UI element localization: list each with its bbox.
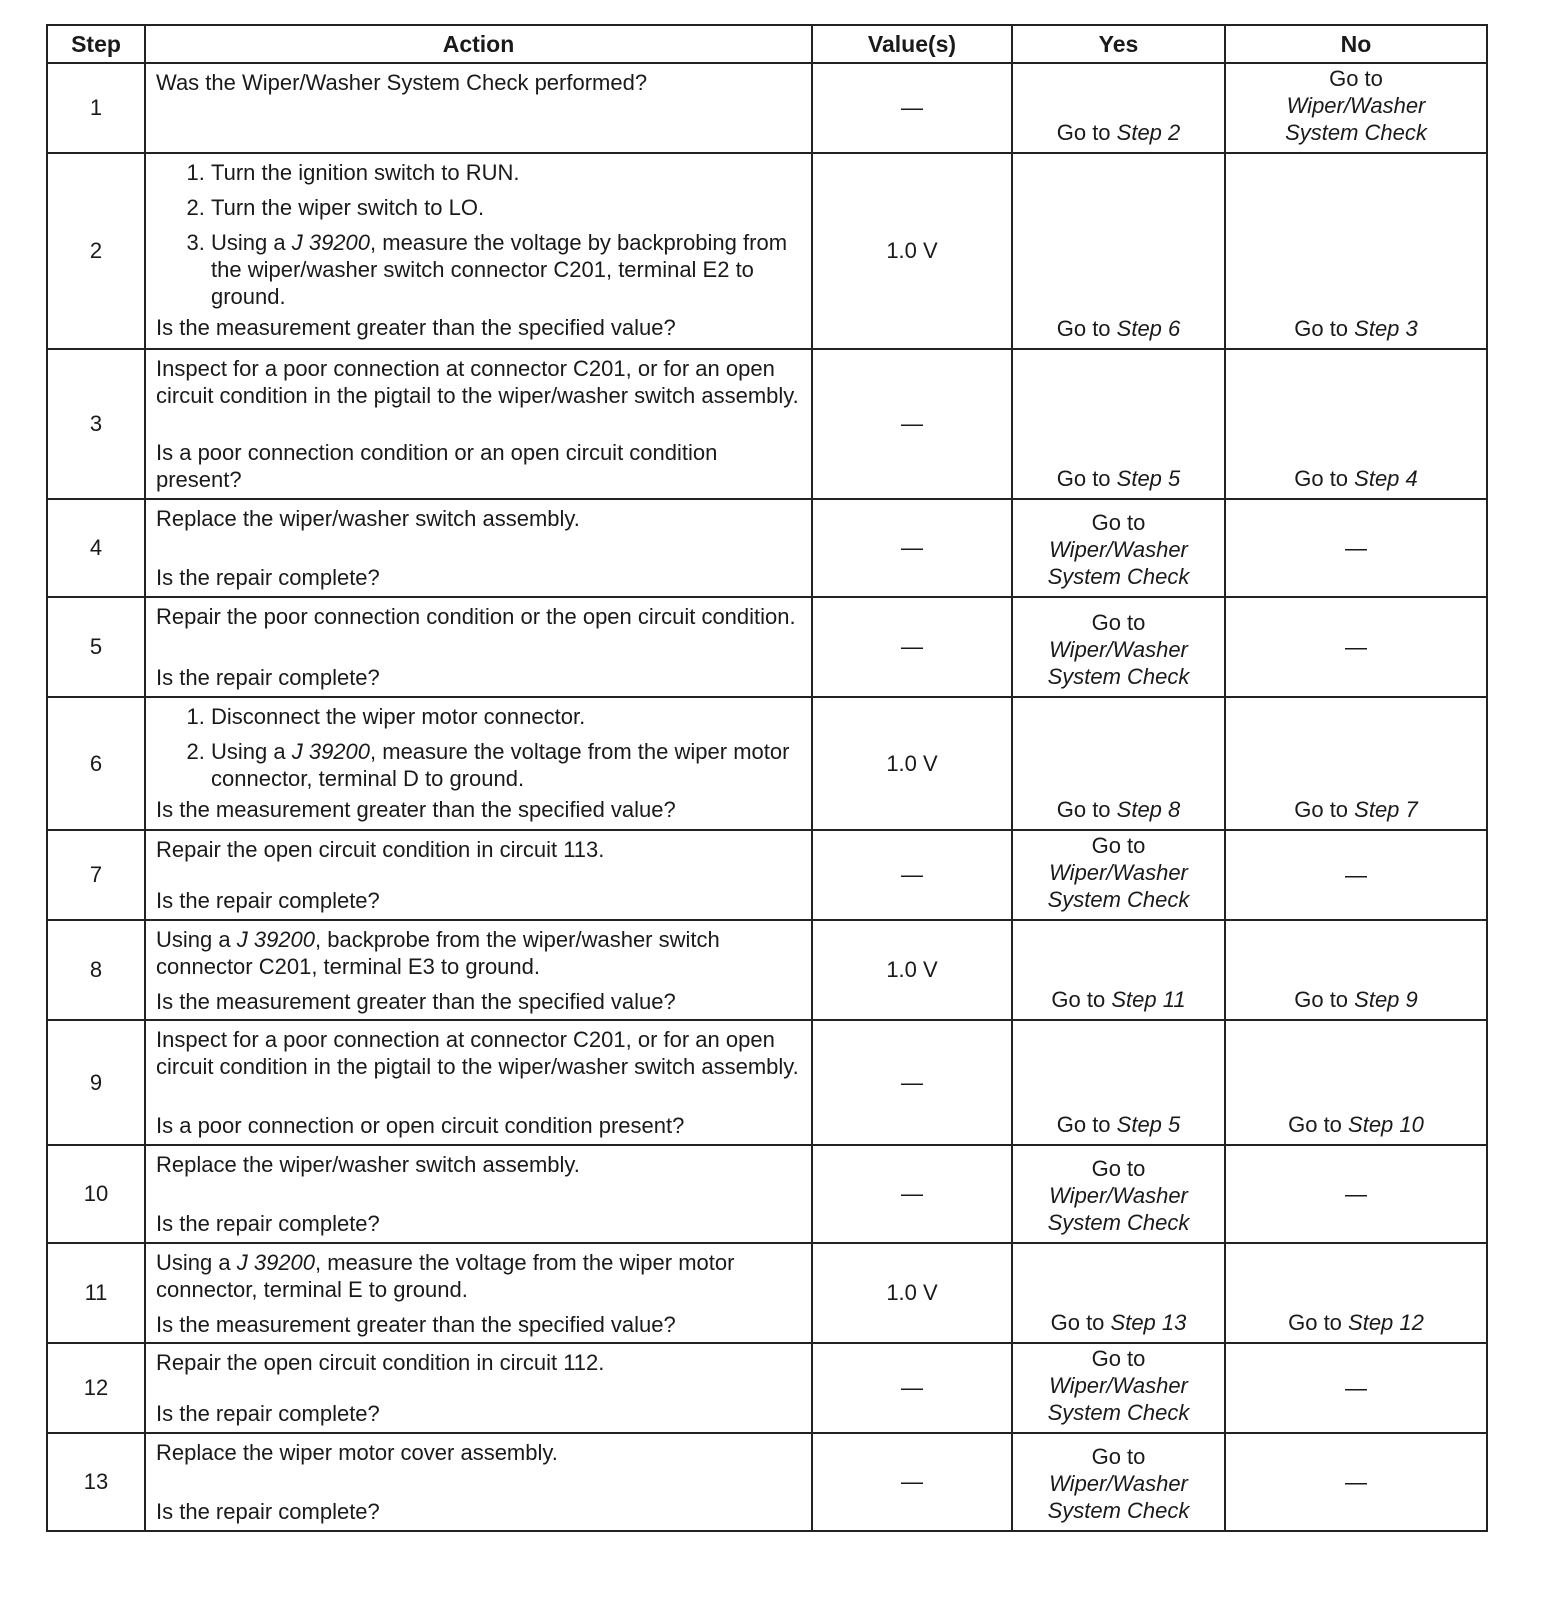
header-step: Step xyxy=(47,25,145,63)
goto-label: Go to xyxy=(1056,1112,1117,1137)
action-instruction: Replace the wiper/washer switch assembly. xyxy=(156,506,580,531)
result-content xyxy=(1013,986,1224,1013)
goto-target[interactable]: Step 6 xyxy=(1116,316,1181,341)
action-text: Using a xyxy=(156,1250,237,1275)
result-content xyxy=(1013,1443,1224,1524)
tool-name: J 39200 xyxy=(291,230,371,255)
result-content xyxy=(1013,1111,1224,1138)
result-content xyxy=(1226,634,1486,661)
result-content xyxy=(1013,609,1224,690)
no-result xyxy=(1225,830,1487,920)
empty-dash: — xyxy=(1345,535,1367,561)
action-question: Is the measurement greater than the specified value? xyxy=(156,797,676,822)
table-row xyxy=(47,499,1487,597)
goto-label: Go to xyxy=(1294,316,1355,341)
table-row xyxy=(47,1243,1487,1343)
action-steps xyxy=(156,703,801,792)
action-cell xyxy=(145,697,812,830)
action-question: Is the measurement greater than the specified value? xyxy=(156,1312,676,1337)
yes-result xyxy=(1012,597,1225,697)
table-row xyxy=(47,63,1487,153)
spec-value: — xyxy=(812,63,1012,153)
goto-label: Go to xyxy=(1294,466,1355,491)
spec-value: — xyxy=(812,1020,1012,1145)
goto-target[interactable]: Step 9 xyxy=(1354,987,1418,1012)
action-question: Is a poor connection or open circuit condition present? xyxy=(156,1113,685,1138)
step-number: 1 xyxy=(47,63,145,153)
no-result xyxy=(1225,1343,1487,1433)
action-instruction: Replace the wiper motor cover assembly. xyxy=(156,1440,558,1465)
action-text: , measure the voltage by backprobing from the wiper/washer switch connector C201, terminal E2 to ground. xyxy=(211,230,788,309)
step-number: 10 xyxy=(47,1145,145,1243)
result-content xyxy=(1226,862,1486,889)
action-step xyxy=(211,229,801,310)
no-result xyxy=(1225,920,1487,1020)
action-cell xyxy=(145,499,812,597)
action-cell xyxy=(145,1020,812,1145)
spec-value: — xyxy=(812,1343,1012,1433)
yes-result xyxy=(1012,1343,1225,1433)
result-content xyxy=(1226,986,1486,1013)
spec-value: 1.0 V xyxy=(812,920,1012,1020)
yes-result xyxy=(1012,499,1225,597)
spec-value: 1.0 V xyxy=(812,697,1012,830)
yes-result xyxy=(1012,1020,1225,1145)
action-instruction: Repair the poor connection condition or the open circuit condition. xyxy=(156,604,796,629)
table-row xyxy=(47,153,1487,349)
action-step xyxy=(211,703,801,730)
table-row xyxy=(47,1343,1487,1433)
result-content xyxy=(1226,535,1486,562)
goto-target[interactable]: Step 11 xyxy=(1111,987,1186,1012)
result-content xyxy=(1226,465,1486,492)
action-instruction: Inspect for a poor connection at connector C201, or for an open circuit condition in the pigtail to the wiper/washer switch assembly. xyxy=(156,1027,799,1079)
step-number: 12 xyxy=(47,1343,145,1433)
goto-target[interactable]: Step 5 xyxy=(1116,466,1181,491)
goto-target[interactable]: Step 2 xyxy=(1116,120,1181,145)
result-content xyxy=(1013,509,1224,590)
goto-target[interactable]: Wiper/Washer System Check xyxy=(1047,537,1190,589)
action-question: Is the measurement greater than the specified value? xyxy=(156,315,676,340)
action-question: Is a poor connection condition or an open circuit condition present? xyxy=(156,440,718,492)
yes-result xyxy=(1012,153,1225,349)
action-cell xyxy=(145,349,812,499)
action-cell xyxy=(145,830,812,920)
step-number: 13 xyxy=(47,1433,145,1531)
action-instruction xyxy=(156,1249,801,1303)
goto-label: Go to xyxy=(1294,797,1355,822)
step-number: 9 xyxy=(47,1020,145,1145)
result-content xyxy=(1226,1469,1486,1496)
spec-value: 1.0 V xyxy=(812,153,1012,349)
goto-target[interactable]: Step 8 xyxy=(1116,797,1181,822)
no-result xyxy=(1225,153,1487,349)
goto-label: Go to xyxy=(1329,66,1383,91)
action-text: Disconnect the wiper motor connector. xyxy=(211,704,586,729)
action-cell xyxy=(145,1433,812,1531)
header-values: Value(s) xyxy=(812,25,1012,63)
action-cell xyxy=(145,597,812,697)
table-row xyxy=(47,349,1487,499)
goto-target[interactable]: Step 10 xyxy=(1348,1112,1424,1137)
table-row xyxy=(47,1433,1487,1531)
empty-dash: — xyxy=(1345,862,1367,888)
goto-label: Go to xyxy=(1288,1112,1349,1137)
spec-value: — xyxy=(812,1433,1012,1531)
table-row xyxy=(47,697,1487,830)
yes-result xyxy=(1012,830,1225,920)
goto-target[interactable]: Step 5 xyxy=(1116,1112,1181,1137)
action-instruction: Was the Wiper/Washer System Check performed? xyxy=(156,70,648,95)
result-content xyxy=(1013,465,1224,492)
action-text: Using a xyxy=(211,230,292,255)
action-question: Is the repair complete? xyxy=(156,1401,380,1426)
action-instruction: Replace the wiper/washer switch assembly. xyxy=(156,1152,580,1177)
action-instruction: Inspect for a poor connection at connector C201, or for an open circuit condition in the pigtail to the wiper/washer switch assembly. xyxy=(156,356,799,408)
header-row xyxy=(47,25,1487,63)
yes-result xyxy=(1012,63,1225,153)
result-content xyxy=(1013,832,1224,913)
action-question: Is the measurement greater than the specified value? xyxy=(156,989,676,1014)
goto-label: Go to xyxy=(1050,1310,1111,1335)
tool-name: J 39200 xyxy=(291,739,371,764)
step-number: 5 xyxy=(47,597,145,697)
no-result xyxy=(1225,1020,1487,1145)
result-content xyxy=(1226,1181,1486,1208)
yes-result xyxy=(1012,1433,1225,1531)
goto-target[interactable]: Wiper/Washer System Check xyxy=(1047,860,1190,912)
action-instruction xyxy=(156,926,801,980)
empty-dash: — xyxy=(1345,1375,1367,1401)
goto-label: Go to xyxy=(1091,833,1146,858)
action-cell xyxy=(145,63,812,153)
action-text: Turn the wiper switch to LO. xyxy=(211,195,485,220)
yes-result xyxy=(1012,920,1225,1020)
action-question: Is the repair complete? xyxy=(156,665,380,690)
yes-result xyxy=(1012,349,1225,499)
result-content xyxy=(1226,1111,1486,1138)
action-step xyxy=(211,194,801,221)
step-number: 3 xyxy=(47,349,145,499)
table-row xyxy=(47,830,1487,920)
result-content xyxy=(1013,1345,1224,1426)
step-number: 4 xyxy=(47,499,145,597)
spec-value: — xyxy=(812,499,1012,597)
action-cell xyxy=(145,1145,812,1243)
step-number: 6 xyxy=(47,697,145,830)
result-content xyxy=(1226,1309,1486,1336)
action-instruction: Repair the open circuit condition in circuit 113. xyxy=(156,837,605,862)
empty-dash: — xyxy=(1345,1181,1367,1207)
result-content xyxy=(1226,65,1486,146)
empty-dash: — xyxy=(1345,1469,1367,1495)
goto-target[interactable]: Wiper/Washer System Check xyxy=(1285,93,1427,145)
action-steps xyxy=(156,159,801,310)
goto-target[interactable]: Wiper/Washer System Check xyxy=(1047,1373,1190,1425)
table-row xyxy=(47,597,1487,697)
diagnostic-table xyxy=(46,24,1488,1532)
goto-label: Go to xyxy=(1056,797,1117,822)
step-number: 7 xyxy=(47,830,145,920)
goto-target[interactable]: Step 7 xyxy=(1354,797,1418,822)
result-content xyxy=(1226,315,1486,342)
goto-label: Go to xyxy=(1091,1156,1146,1181)
goto-target[interactable]: Step 12 xyxy=(1348,1310,1424,1335)
goto-label: Go to xyxy=(1056,120,1117,145)
action-instruction: Repair the open circuit condition in circuit 112. xyxy=(156,1350,605,1375)
header-yes: Yes xyxy=(1012,25,1225,63)
yes-result xyxy=(1012,1145,1225,1243)
action-text: Turn the ignition switch to RUN. xyxy=(211,160,520,185)
goto-target[interactable]: Step 4 xyxy=(1354,466,1418,491)
spec-value: — xyxy=(812,597,1012,697)
action-text: , measure the voltage from the wiper motor connector, terminal E to ground. xyxy=(156,1250,735,1302)
action-cell xyxy=(145,920,812,1020)
action-text: Using a xyxy=(156,927,237,952)
step-number: 11 xyxy=(47,1243,145,1343)
result-content xyxy=(1013,119,1224,146)
no-result xyxy=(1225,1243,1487,1343)
step-number: 2 xyxy=(47,153,145,349)
goto-target[interactable]: Wiper/Washer System Check xyxy=(1047,1471,1190,1523)
no-result xyxy=(1225,499,1487,597)
table-body xyxy=(47,63,1487,1531)
spec-value: — xyxy=(812,349,1012,499)
goto-target[interactable]: Step 3 xyxy=(1354,316,1418,341)
action-cell xyxy=(145,1243,812,1343)
no-result xyxy=(1225,1433,1487,1531)
goto-target[interactable]: Step 13 xyxy=(1110,1310,1187,1335)
goto-label: Go to xyxy=(1056,466,1117,491)
spec-value: 1.0 V xyxy=(812,1243,1012,1343)
no-result xyxy=(1225,597,1487,697)
table-row xyxy=(47,920,1487,1020)
goto-label: Go to xyxy=(1288,1310,1349,1335)
no-result xyxy=(1225,63,1487,153)
result-content xyxy=(1226,1375,1486,1402)
action-question: Is the repair complete? xyxy=(156,1499,380,1524)
header-no: No xyxy=(1225,25,1487,63)
yes-result xyxy=(1012,697,1225,830)
yes-result xyxy=(1012,1243,1225,1343)
step-number: 8 xyxy=(47,920,145,1020)
result-content xyxy=(1013,315,1224,342)
action-step xyxy=(211,738,801,792)
spec-value: — xyxy=(812,830,1012,920)
tool-name: J 39200 xyxy=(236,1250,316,1275)
action-text: , backprobe from the wiper/washer switch connector C201, terminal E3 to ground. xyxy=(156,927,720,979)
table-row xyxy=(47,1145,1487,1243)
goto-label: Go to xyxy=(1051,987,1112,1012)
action-text: , measure the voltage from the wiper motor connector, terminal D to ground. xyxy=(211,739,790,791)
action-question: Is the repair complete? xyxy=(156,565,380,590)
goto-label: Go to xyxy=(1056,316,1117,341)
header-action: Action xyxy=(145,25,812,63)
goto-label: Go to xyxy=(1091,1444,1146,1469)
goto-label: Go to xyxy=(1294,987,1355,1012)
result-content xyxy=(1226,796,1486,823)
action-text: Using a xyxy=(211,739,292,764)
action-question: Is the repair complete? xyxy=(156,1211,380,1236)
no-result xyxy=(1225,349,1487,499)
result-content xyxy=(1013,1155,1224,1236)
goto-label: Go to xyxy=(1091,1346,1146,1371)
table-row xyxy=(47,1020,1487,1145)
goto-label: Go to xyxy=(1091,610,1146,635)
result-content xyxy=(1013,1309,1224,1336)
action-question: Is the repair complete? xyxy=(156,888,380,913)
goto-target[interactable]: Wiper/Washer System Check xyxy=(1047,1183,1190,1235)
goto-target[interactable]: Wiper/Washer System Check xyxy=(1047,637,1190,689)
empty-dash: — xyxy=(1345,634,1367,660)
tool-name: J 39200 xyxy=(236,927,316,952)
no-result xyxy=(1225,1145,1487,1243)
result-content xyxy=(1013,796,1224,823)
goto-label: Go to xyxy=(1091,510,1146,535)
spec-value: — xyxy=(812,1145,1012,1243)
no-result xyxy=(1225,697,1487,830)
action-cell xyxy=(145,153,812,349)
action-step xyxy=(211,159,801,186)
action-cell xyxy=(145,1343,812,1433)
